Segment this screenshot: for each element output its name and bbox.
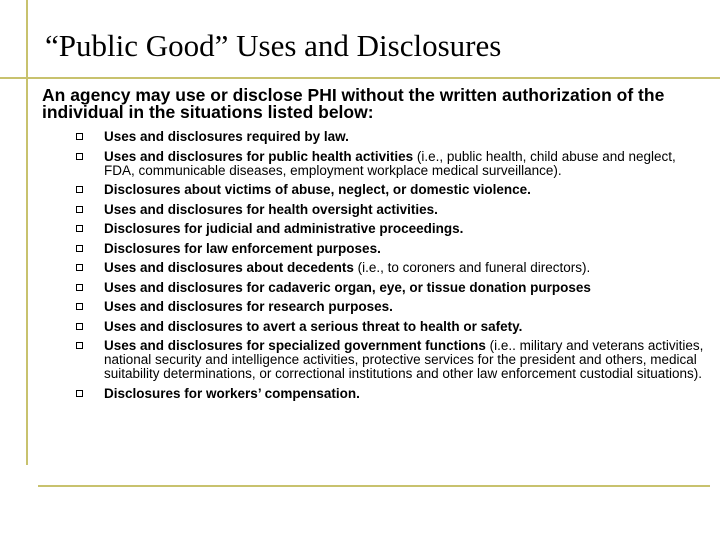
list-item [76,242,706,256]
hollow-square-bullet-icon [76,342,83,349]
item-bold-text: Uses and disclosures about decedents [104,260,354,275]
hollow-square-bullet-icon [76,133,83,140]
item-bold-text: Uses and disclosures to avert a serious threat to health or safety. [104,318,523,334]
hollow-square-bullet-icon [76,206,83,213]
hollow-square-bullet-icon [76,225,83,232]
title-divider-line [0,77,720,79]
hollow-square-bullet-icon [76,186,83,193]
list-item [76,387,706,401]
item-bold-text: Uses and disclosures required by law. [104,129,349,144]
item-bold-text: Disclosures about victims of abuse, neglect, or domestic violence. [104,182,531,197]
list-item [76,339,706,381]
hollow-square-bullet-icon [76,245,83,252]
item-bold-text: Uses and disclosures for health oversight activities. [104,201,438,217]
list-item [76,300,706,314]
hollow-square-bullet-icon [76,303,83,310]
item-bold-text: Uses and disclosures for research purposes. [104,299,393,314]
intro-text: An agency may use or disclose PHI without the written authorization of the individual in the situations listed below: [42,85,665,122]
list-item [76,183,706,197]
hollow-square-bullet-icon [76,323,83,330]
item-bold-text: Uses and disclosures for public health activities [104,148,414,164]
item-bold-text: Uses and disclosures for specialized government functions [104,338,486,353]
item-detail-text: (i.e., public health, child abuse and neglect, FDA, communicable diseases, employment workplace medical surveillance). [104,148,676,178]
hollow-square-bullet-icon [76,264,83,271]
list-item [76,130,706,144]
item-bold-text: Disclosures for law enforcement purposes. [104,240,381,256]
list-item [76,320,706,334]
disclosure-list [76,130,706,406]
item-bold-text: Uses and disclosures for cadaveric organ, eye, or tissue donation purposes [104,279,591,295]
item-bold-text: Disclosures for workers’ compensation. [104,385,360,401]
list-item [76,222,706,236]
item-detail-text: (i.e.. military and veterans activities, national security and intelligence activities, protective services for the president and others, medical suitability determinations, or correctional institutions and other law enforcement custodial situations). [104,338,704,381]
list-item [76,261,706,275]
item-bold-text: Disclosures for judicial and administrative proceedings. [104,221,464,236]
list-item [76,281,706,295]
list-item [76,150,706,178]
slide-title: “Public Good” Uses and Disclosures [45,28,502,63]
hollow-square-bullet-icon [76,284,83,291]
vertical-accent-line [26,0,28,465]
hollow-square-bullet-icon [76,390,83,397]
hollow-square-bullet-icon [76,153,83,160]
footer-divider-line [38,485,710,487]
list-item [76,203,706,217]
item-detail-text: (i.e., to coroners and funeral directors). [353,260,591,275]
